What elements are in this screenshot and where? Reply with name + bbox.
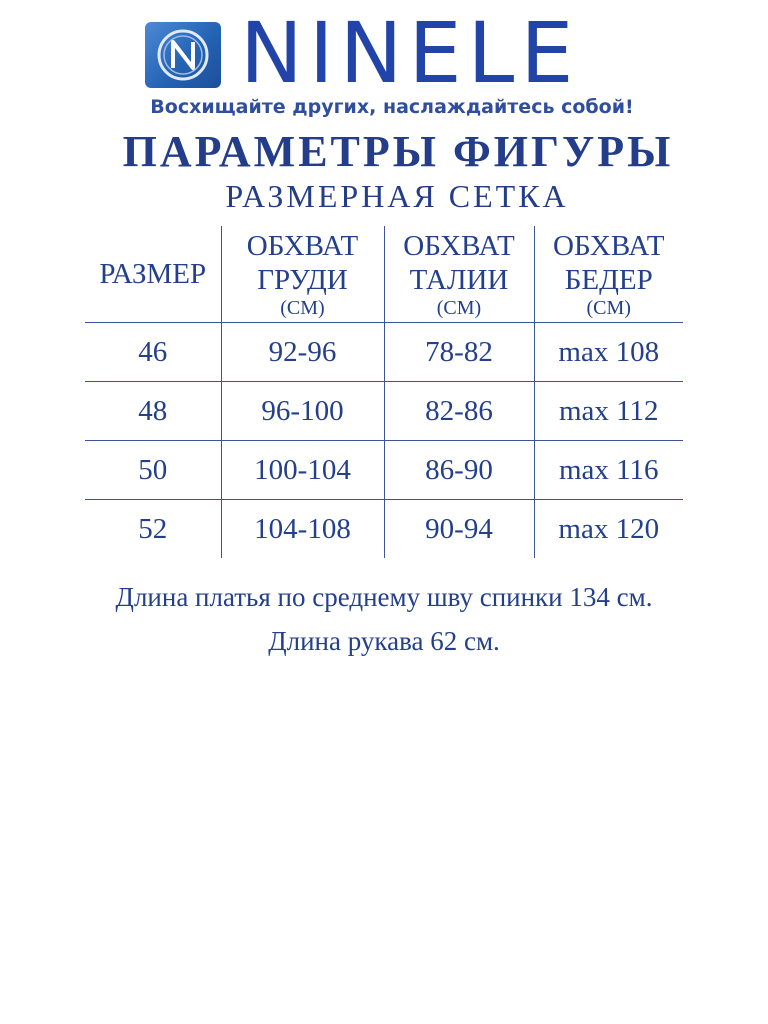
bust-cell: 100-104 <box>221 440 384 499</box>
size-chart-table <box>85 226 683 558</box>
page-subtitle: РАЗМЕРНАЯ СЕТКА <box>225 178 569 214</box>
table-row <box>85 381 683 440</box>
column-header-size <box>85 226 221 322</box>
waist-cell: 82-86 <box>384 381 534 440</box>
bust-cell: 104-108 <box>221 499 384 558</box>
brand-header <box>0 0 768 124</box>
column-header-label: ОБХВАТ <box>246 229 359 262</box>
table-row <box>85 499 683 558</box>
column-header-unit: (СМ) <box>586 296 631 319</box>
column-header-unit: (СМ) <box>436 296 482 319</box>
size-cell: 48 <box>85 381 221 440</box>
n-monogram-icon <box>145 22 221 88</box>
column-header-bust <box>221 226 384 322</box>
table-row <box>85 322 683 381</box>
column-header-hips <box>534 226 683 322</box>
column-header-label: ОБХВАТ <box>403 229 515 262</box>
hips-cell: max 116 <box>534 440 683 499</box>
page-title: ПАРАМЕТРЫ ФИГУРЫ <box>122 127 674 176</box>
size-cell: 46 <box>85 322 221 381</box>
table-row <box>85 440 683 499</box>
bust-cell: 92-96 <box>221 322 384 381</box>
size-cell: 52 <box>85 499 221 558</box>
brand-name: NINELE <box>240 4 580 102</box>
column-header-unit: (СМ) <box>280 296 325 319</box>
dress-length-note: Длина платья по среднему шву спинки 134 см. <box>115 582 653 612</box>
waist-cell: 90-94 <box>384 499 534 558</box>
sleeve-length-note: Длина рукава 62 см. <box>268 626 500 656</box>
waist-cell: 86-90 <box>384 440 534 499</box>
size-cell: 50 <box>85 440 221 499</box>
table-header-row <box>85 226 683 322</box>
column-header-label: ОБХВАТ <box>553 229 665 262</box>
hips-cell: max 112 <box>534 381 683 440</box>
hips-cell: max 120 <box>534 499 683 558</box>
bust-cell: 96-100 <box>221 381 384 440</box>
column-header-label: БЕДЕР <box>564 263 653 296</box>
hips-cell: max 108 <box>534 322 683 381</box>
column-header-label: РАЗМЕР <box>99 257 207 290</box>
waist-cell: 78-82 <box>384 322 534 381</box>
column-header-waist <box>384 226 534 322</box>
brand-tagline: Восхищайте других, наслаждайтесь собой! <box>150 96 634 118</box>
column-header-label: ГРУДИ <box>257 263 348 296</box>
column-header-label: ТАЛИИ <box>409 263 509 296</box>
